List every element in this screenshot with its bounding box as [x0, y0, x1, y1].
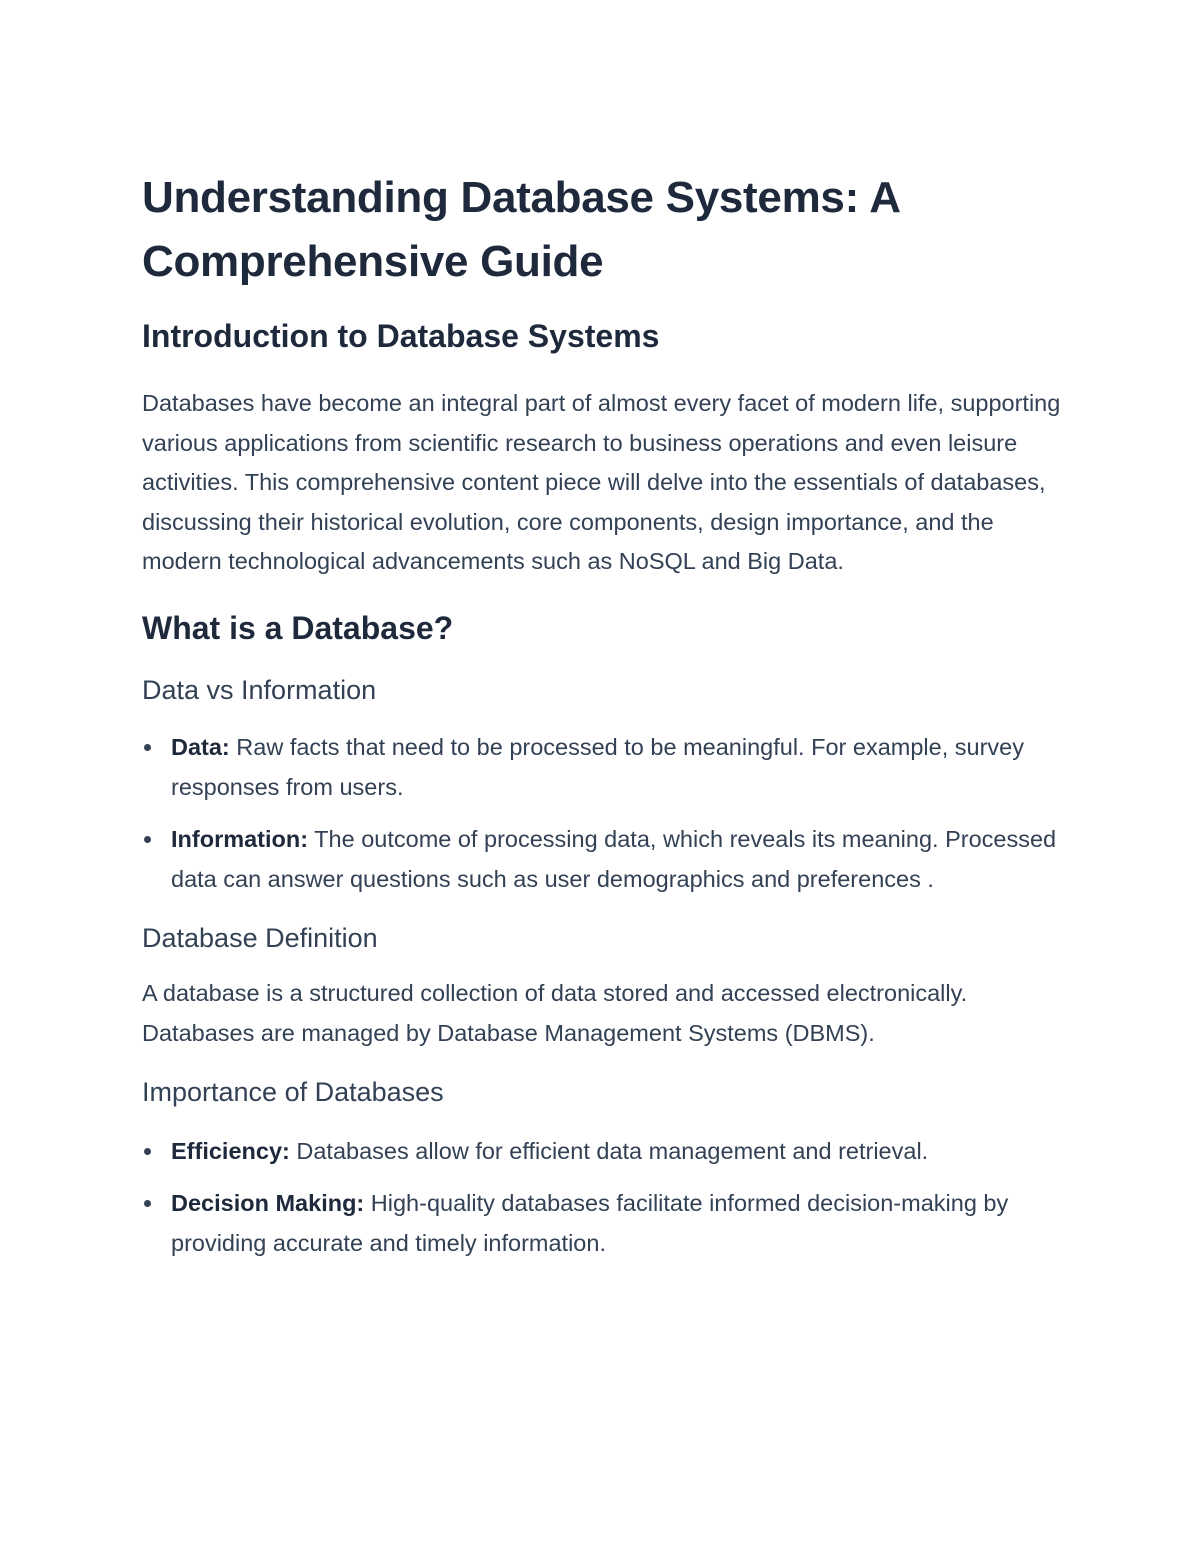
bullet-icon — [144, 744, 151, 751]
subheading-database-definition: Database Definition — [142, 923, 378, 954]
data-vs-information-list — [142, 728, 1072, 899]
list-item — [142, 1184, 1072, 1263]
list-item-term: Information: — [171, 826, 309, 853]
bullet-icon — [144, 1200, 151, 1207]
section-heading-what-is-database: What is a Database? — [142, 609, 454, 646]
list-item-term: Data: — [171, 733, 230, 760]
subheading-importance-of-databases: Importance of Databases — [142, 1076, 444, 1107]
list-item — [142, 1132, 1072, 1172]
list-item-text: High-quality databases facilitate informed decision-making by providing accurate and timely information. — [171, 1190, 1009, 1256]
list-item-text: Raw facts that need to be processed to be meaningful. For example, survey responses from users. — [171, 733, 1024, 800]
introduction-paragraph: Databases have become an integral part of almost every facet of modern life, supporting various applications from scientific research to business operations and even leisure activities. This comprehensive content piece will delve into the essentials of databases, discussing their historical evolution, core components, design importance, and the modern technological advancements such as NoSQL and Big Data. — [142, 390, 1061, 575]
section-heading-introduction: Introduction to Database Systems — [142, 318, 660, 354]
document-page — [142, 166, 1072, 1263]
definition-paragraph: A database is a structured collection of data stored and accessed electronically. Databases are managed by Database Management Systems (DBMS). — [142, 980, 968, 1046]
list-item-text: Databases allow for efficient data management and retrieval. — [289, 1137, 929, 1164]
subheading-data-vs-information: Data vs Information — [142, 674, 377, 705]
list-item-text: The outcome of processing data, which reveals its meaning. Processed data can answer questions such as user demographics and preferences . — [171, 826, 1057, 892]
bullet-icon — [144, 836, 151, 843]
importance-list — [142, 1132, 1072, 1264]
list-item-term: Decision Making: — [171, 1190, 365, 1217]
list-item-term: Efficiency: — [171, 1137, 290, 1164]
bullet-icon — [144, 1148, 151, 1155]
document-title: Understanding Database Systems: A Comprehensive Guide — [142, 173, 900, 286]
list-item — [142, 728, 1072, 807]
list-item — [142, 820, 1072, 899]
